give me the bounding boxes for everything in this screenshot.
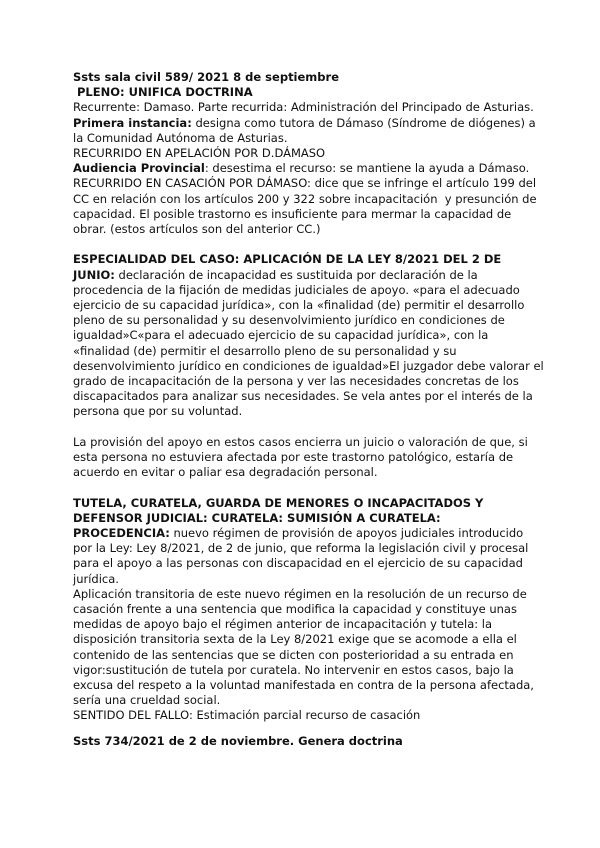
especialidad-line-3: procedencia de la fijación de medidas judiciales de apoyo. «para el adecuado: [73, 282, 520, 297]
especialidad-line-11: persona que por su voluntad.: [73, 404, 243, 419]
primera-instancia-label: Primera instancia:: [73, 115, 192, 130]
aplicacion-line-7: excusa del respeto a la voluntad manifestada en contra de la persona afectada,: [73, 678, 534, 693]
aplicacion-line-2: casación frente a una sentencia que modifica la capacidad y constituye unas: [73, 602, 517, 617]
especialidad-line-9: grado de incapacitación de la persona y ver las necesidades concretas de los: [73, 374, 519, 389]
especialidad-line-2: [73, 268, 533, 283]
procedencia-label: PROCEDENCIA:: [73, 526, 170, 541]
paragraph-gap: [73, 480, 533, 495]
primera-instancia-cont: la Comunidad Autónoma de Asturias.: [73, 130, 288, 145]
casacion-line-3: capacidad. El posible trastorno es insuficiente para mermar la capacidad de: [73, 206, 512, 221]
especialidad-line-4: ejercicio de su capacidad jurídica», con la «finalidad (de) permitir el desarrollo: [73, 298, 525, 313]
aplicacion-line-8: sería una crueldad social.: [73, 693, 221, 708]
tutela-line-4: por la Ley: Ley 8/2021, de 2 de junio, que reforma la legislación civil y procesal: [73, 541, 529, 556]
case-heading-589: Ssts sala civil 589/ 2021 8 de septiembre: [73, 70, 339, 84]
paragraph-gap: [73, 420, 533, 435]
recurrente-line: Recurrente: Damaso. Parte recurrida: Administración del Principado de Asturias.: [73, 100, 534, 115]
especialidad-line-6: igualdad»C«para el adecuado ejercicio de su capacidad jurídica», con la: [73, 328, 489, 343]
casacion-line-4: obrar. (estos artículos son del anterior CC.): [73, 222, 321, 237]
casacion-line-2: CC en relación con los artículos 200 y 322 sobre incapacitación y presunción de: [73, 191, 537, 206]
aplicacion-line-6: vigor:sustitución de tutela por curatela. No intervenir en estos casos, bajo la: [73, 662, 514, 677]
especialidad-heading: ESPECIALIDAD DEL CASO: APLICACIÓN DE LA LEY 8/2021 DEL 2 DE: [73, 252, 502, 267]
provision-line-1: La provisión del apoyo en estos casos encierra un juicio o valoración de que, si: [73, 434, 528, 449]
sentido-fallo-line: SENTIDO DEL FALLO: Estimación parcial recurso de casación: [73, 708, 421, 723]
aplicacion-line-4: disposición transitoria sexta de la Ley 8/2021 exige que se acomode a ella el: [73, 632, 517, 647]
case-heading-734: Ssts 734/2021 de 2 de noviembre. Genera doctrina: [73, 733, 403, 748]
tutela-text-3: nuevo régimen de provisión de apoyos judiciales introducido: [169, 526, 524, 541]
aplicacion-line-5: contenido de las sentencias que se dicten con posterioridad a su entrada en: [73, 647, 514, 662]
recurrido-apelacion-line: RECURRIDO EN APELACIÓN POR D.DÁMASO: [73, 146, 326, 161]
primera-instancia-text: designa como tutora de Dámaso (Síndrome de diógenes) a: [191, 115, 536, 130]
provision-line-2: esta persona no estuviera afectada por este trastorno patológico, estaría de: [73, 450, 514, 465]
audiencia-provincial-label: Audiencia Provincial: [73, 161, 205, 176]
tutela-line-3: [73, 526, 533, 541]
document-body: [73, 70, 544, 749]
aplicacion-line-3: medidas de apoyo bajo el régimen anterior de incapacitación y tutela: la: [73, 617, 493, 632]
especialidad-line-8: desenvolvimiento jurídico en condiciones de igualdad»El juzgador debe valorar el: [73, 358, 544, 373]
casacion-line-1: RECURRIDO EN CASACIÓN POR DÁMASO: dice que se infringe el artículo 199 del: [73, 176, 537, 191]
tutela-line-5: para el apoyo a las personas con discapacidad en el ejercicio de su capacidad: [73, 556, 523, 571]
primera-instancia-line: [73, 115, 536, 131]
paragraph-gap: [73, 237, 533, 252]
tutela-heading-2: DEFENSOR JUDICIAL: CURATELA: SUMISIÓN A CURATELA:: [73, 510, 441, 525]
especialidad-text-2: declaración de incapacidad es sustituida por declaración de la: [114, 267, 478, 282]
especialidad-line-5: pleno de su personalidad y su desenvolvimiento jurídico en condiciones de: [73, 313, 505, 328]
audiencia-provincial-text: : desestima el recurso: se mantiene la ayuda a Dámaso.: [204, 161, 530, 176]
audiencia-provincial-line: [73, 161, 533, 176]
especialidad-line-10: discapacitados para analizar sus necesidades. Se vela antes por el interés de la: [73, 389, 533, 404]
provision-line-3: acuerdo en evitar o paliar esa degradación personal.: [73, 465, 378, 480]
junio-label: JUNIO:: [73, 267, 115, 282]
paragraph-gap: [73, 724, 533, 734]
aplicacion-line-1: Aplicación transitoria de este nuevo régimen en la resolución de un recurso de: [73, 586, 527, 601]
especialidad-line-7: «finalidad (de) permitir el desarrollo pleno de su personalidad y su: [73, 343, 457, 358]
tutela-line-6: jurídica.: [73, 571, 119, 586]
pleno-subheading: PLENO: UNIFICA DOCTRINA: [73, 85, 253, 100]
tutela-heading-1: TUTELA, CURATELA, GUARDA DE MENORES O INCAPACITADOS Y: [73, 495, 484, 510]
